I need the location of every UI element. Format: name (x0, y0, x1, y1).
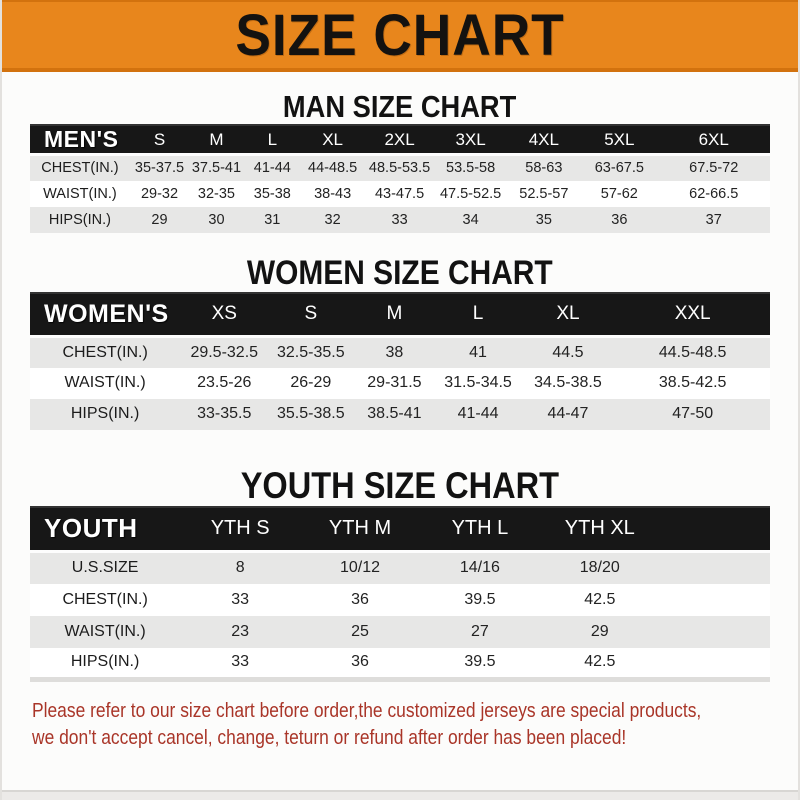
man-section-heading: MAN SIZE CHART (283, 89, 517, 124)
data-cell: 18/20 (540, 552, 660, 584)
data-cell: 53.5-58 (435, 155, 507, 181)
data-cell: 43-47.5 (364, 181, 434, 207)
data-cell: 29-31.5 (353, 368, 435, 399)
table-row (30, 399, 770, 430)
table-row (30, 648, 770, 680)
row-label: HIPS(IN.) (30, 399, 180, 430)
data-cell: 42.5 (540, 584, 660, 616)
data-cell: 26-29 (268, 368, 353, 399)
size-column-header: M (189, 125, 244, 155)
size-column-header: L (244, 125, 301, 155)
data-cell: 37.5-41 (189, 155, 244, 181)
data-cell: 32 (301, 207, 365, 233)
row-label: U.S.SIZE (30, 552, 180, 584)
row-label: HIPS(IN.) (30, 207, 130, 233)
data-cell: 38-43 (301, 181, 365, 207)
size-column-header: S (268, 293, 353, 337)
data-cell: 47-50 (615, 399, 770, 430)
size-column-header: 4XL (506, 125, 581, 155)
data-cell: 23.5-26 (180, 368, 268, 399)
data-cell: 30 (189, 207, 244, 233)
size-column-header: YTH L (420, 507, 540, 552)
youth-header-row (30, 507, 770, 552)
data-cell: 41 (435, 337, 520, 368)
spacer-column-header (660, 507, 770, 552)
size-column-header: XL (521, 293, 616, 337)
data-cell: 39.5 (420, 648, 540, 680)
table-row (30, 337, 770, 368)
size-column-header: 5XL (581, 125, 657, 155)
table-row (30, 207, 770, 233)
table-row (30, 368, 770, 399)
data-cell: 36 (300, 584, 420, 616)
data-cell: 34 (435, 207, 507, 233)
data-cell: 38 (353, 337, 435, 368)
row-label: WAIST(IN.) (30, 616, 180, 648)
data-cell: 33 (180, 648, 300, 680)
row-label: CHEST(IN.) (30, 584, 180, 616)
size-column-header: S (130, 125, 189, 155)
data-cell: 41-44 (435, 399, 520, 430)
data-cell: 63-67.5 (581, 155, 657, 181)
data-cell: 14/16 (420, 552, 540, 584)
data-cell: 35-38 (244, 181, 301, 207)
data-cell: 8 (180, 552, 300, 584)
data-cell: 27 (420, 616, 540, 648)
row-label: HIPS(IN.) (30, 648, 180, 680)
data-cell: 41-44 (244, 155, 301, 181)
data-cell: 35 (506, 207, 581, 233)
page-title: SIZE CHART (235, 2, 565, 68)
men-table-title: MEN'S (30, 125, 130, 155)
spacer-cell (660, 552, 770, 584)
size-column-header: L (435, 293, 520, 337)
data-cell: 44-47 (521, 399, 616, 430)
data-cell: 29 (540, 616, 660, 648)
size-column-header: YTH M (300, 507, 420, 552)
size-column-header: 2XL (364, 125, 434, 155)
data-cell: 32-35 (189, 181, 244, 207)
data-cell: 38.5-42.5 (615, 368, 770, 399)
data-cell: 57-62 (581, 181, 657, 207)
data-cell: 31.5-34.5 (435, 368, 520, 399)
men-size-table (30, 124, 770, 233)
row-label: CHEST(IN.) (30, 155, 130, 181)
data-cell: 44-48.5 (301, 155, 365, 181)
data-cell: 25 (300, 616, 420, 648)
table-row (30, 181, 770, 207)
data-cell: 67.5-72 (657, 155, 770, 181)
data-cell: 39.5 (420, 584, 540, 616)
size-column-header: 6XL (657, 125, 770, 155)
banner (2, 0, 798, 72)
spacer-cell (660, 648, 770, 680)
size-column-header: M (353, 293, 435, 337)
order-disclaimer (2, 697, 798, 751)
disclaimer-line-1: Please refer to our size chart before order,the customized jerseys are special products, (32, 699, 702, 722)
data-cell: 34.5-38.5 (521, 368, 616, 399)
men-header-row (30, 125, 770, 155)
table-row (30, 552, 770, 584)
table-row (30, 584, 770, 616)
size-column-header: YTH S (180, 507, 300, 552)
data-cell: 37 (657, 207, 770, 233)
data-cell: 44.5-48.5 (615, 337, 770, 368)
data-cell: 35.5-38.5 (268, 399, 353, 430)
data-cell: 33 (364, 207, 434, 233)
women-table-title: WOMEN'S (30, 293, 180, 337)
data-cell: 62-66.5 (657, 181, 770, 207)
table-row (30, 155, 770, 181)
youth-section-heading: YOUTH SIZE CHART (240, 464, 560, 506)
youth-size-table (30, 506, 770, 683)
size-column-header: XXL (615, 293, 770, 337)
data-cell: 10/12 (300, 552, 420, 584)
row-label: WAIST(IN.) (30, 368, 180, 399)
data-cell: 52.5-57 (506, 181, 581, 207)
data-cell: 31 (244, 207, 301, 233)
spacer-cell (660, 616, 770, 648)
table-row (30, 616, 770, 648)
size-column-header: YTH XL (540, 507, 660, 552)
data-cell: 32.5-35.5 (268, 337, 353, 368)
women-header-row (30, 293, 770, 337)
size-column-header: XS (180, 293, 268, 337)
data-cell: 44.5 (521, 337, 616, 368)
data-cell: 58-63 (506, 155, 581, 181)
row-label: WAIST(IN.) (30, 181, 130, 207)
bottom-edge-strip (2, 790, 798, 800)
data-cell: 29-32 (130, 181, 189, 207)
size-column-header: 3XL (435, 125, 507, 155)
data-cell: 36 (300, 648, 420, 680)
data-cell: 29.5-32.5 (180, 337, 268, 368)
women-section-heading: WOMEN SIZE CHART (247, 253, 553, 292)
data-cell: 47.5-52.5 (435, 181, 507, 207)
data-cell: 33-35.5 (180, 399, 268, 430)
youth-table-title: YOUTH (30, 507, 180, 552)
row-label: CHEST(IN.) (30, 337, 180, 368)
data-cell: 35-37.5 (130, 155, 189, 181)
data-cell: 29 (130, 207, 189, 233)
disclaimer-line-2: we don't accept cancel, change, teturn or refund after order has been placed! (32, 726, 627, 749)
women-size-table (30, 292, 770, 430)
data-cell: 42.5 (540, 648, 660, 680)
data-cell: 48.5-53.5 (364, 155, 434, 181)
data-cell: 33 (180, 584, 300, 616)
data-cell: 36 (581, 207, 657, 233)
spacer-cell (660, 584, 770, 616)
data-cell: 38.5-41 (353, 399, 435, 430)
data-cell: 23 (180, 616, 300, 648)
size-column-header: XL (301, 125, 365, 155)
